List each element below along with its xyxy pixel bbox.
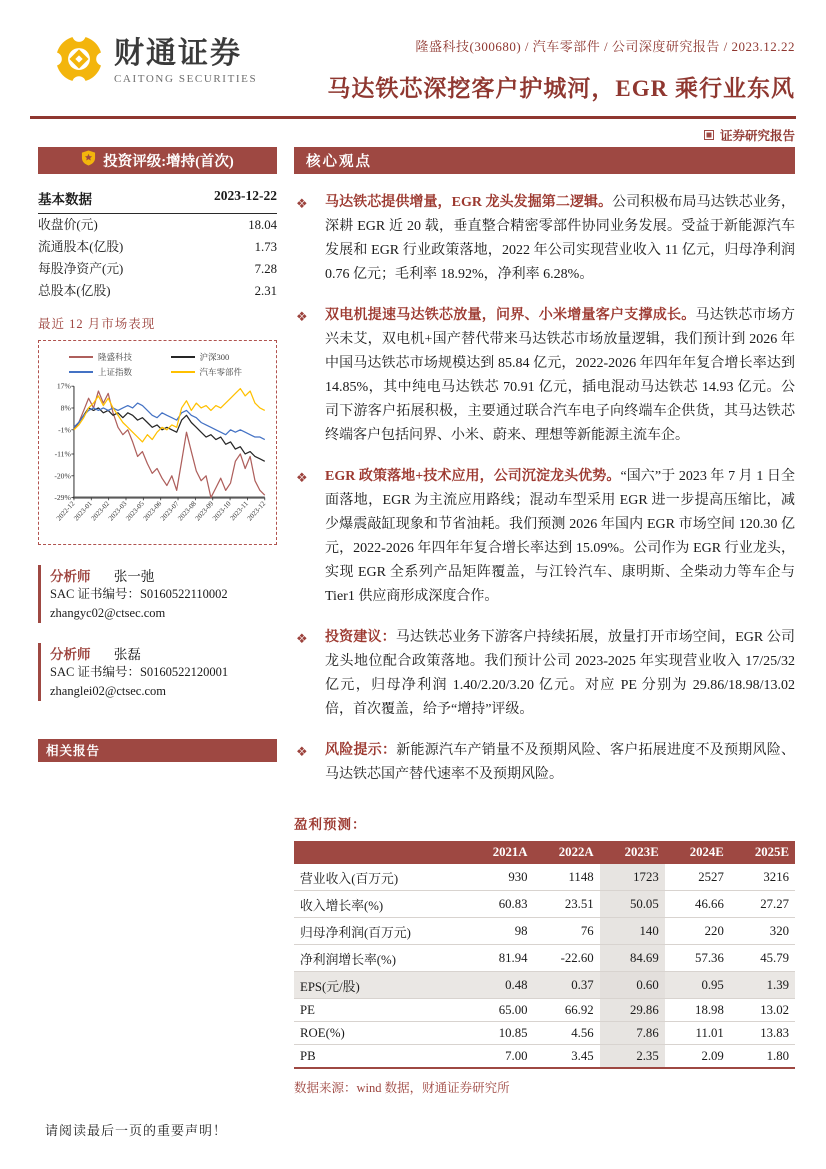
cell-value: 29.86 [600, 999, 665, 1022]
legend-item [171, 351, 271, 363]
svg-text:2023-10: 2023-10 [211, 499, 233, 523]
cell-value: 18.98 [665, 999, 730, 1022]
legend-line-swatch [69, 371, 93, 373]
caitong-emblem-icon [54, 34, 104, 89]
table-row [294, 945, 795, 972]
diamond-bullet-icon: ❖ [296, 470, 308, 485]
analyst-sac: SAC 证书编号：S0160522120001 [50, 664, 229, 679]
table-row [294, 972, 795, 999]
data-source-note: 数据来源：wind 数据，财通证券研究所 [294, 1081, 510, 1095]
cell-value: 3.45 [534, 1045, 600, 1069]
svg-text:2023-11: 2023-11 [228, 499, 250, 523]
rating-banner: 投资评级:增持(首次) [38, 147, 277, 174]
analyst-name: 张磊 [113, 646, 141, 662]
report-title: 马达铁芯深挖客户护城河，EGR 乘行业东风 [327, 76, 795, 101]
svg-text:2023-06: 2023-06 [141, 499, 164, 523]
table-row [294, 1022, 795, 1045]
cell-value: 13.83 [730, 1022, 795, 1045]
legend-label: 隆盛科技 [98, 352, 133, 362]
cell-value: 0.60 [600, 972, 665, 999]
legend-item [69, 366, 169, 378]
cell-value: 7.00 [467, 1045, 533, 1069]
analyst-role: 分析师 [50, 646, 91, 662]
cell-value: 60.83 [467, 891, 533, 918]
svg-text:2023-03: 2023-03 [106, 499, 129, 523]
basic-data-title: 基本数据 [38, 192, 92, 207]
basic-data-row: 流通股本(亿股) 1.73 [38, 240, 277, 254]
cell-value: 1723 [600, 864, 665, 891]
legend-line-swatch [69, 356, 93, 358]
basic-data-header [38, 188, 277, 214]
forecast-col-header: 2023E [600, 841, 665, 864]
row-label: PE [294, 999, 467, 1022]
cell-value: 3216 [730, 864, 795, 891]
legend-item [171, 366, 271, 378]
cell-value: 65.00 [467, 999, 533, 1022]
cell-value: 27.27 [730, 891, 795, 918]
analyst-email: zhanglei02@ctsec.com [50, 683, 166, 698]
cell-value: 57.36 [665, 945, 730, 972]
market-performance-title: 最近 12 月市场表现 [38, 317, 156, 331]
analyst-role: 分析师 [50, 568, 91, 584]
row-label: EPS(元/股) [294, 972, 467, 999]
forecast-col-header: 2025E [730, 841, 795, 864]
forecast-table [294, 841, 795, 1069]
forecast-col-header: 2021A [467, 841, 533, 864]
table-row [294, 891, 795, 918]
legend-item [69, 351, 169, 363]
diamond-bullet-icon: ❖ [296, 744, 308, 759]
cell-value: 1.80 [730, 1045, 795, 1069]
report-square-icon [704, 130, 714, 140]
cell-value: 2.09 [665, 1045, 730, 1069]
svg-text:-20%: -20% [54, 471, 71, 481]
row-label: 归母净利润(百万元) [294, 918, 467, 945]
basic-data-row: 总股本(亿股) 2.31 [38, 284, 277, 298]
cell-value: 2.35 [600, 1045, 665, 1069]
bullet-item: ❖ 双电机提速马达铁芯放量，问界、小米增量客户支撑成长。马达铁芯市场方兴未艾，双电机+国产替代带来马达铁芯市场放量逻辑，我们预计到 2026 年中国马达铁芯市场规模达到 85.84 亿元，2022-2026 年四年年复合增长率达到 14.85%，其中纯电马达铁芯 70.91 亿元，插电混动马达铁芯 14.93 亿元。公司下游客户拓展积极，主要通过联合汽车电子向终端车企供货，其马达铁芯终端客户包括问界、小米、蔚来、理想等新能源主流车企。 [294, 304, 795, 448]
cell-value: 45.79 [730, 945, 795, 972]
svg-text:2023-09: 2023-09 [193, 499, 216, 523]
svg-text:2022-12: 2022-12 [54, 499, 77, 523]
diamond-bullet-icon: ❖ [296, 631, 308, 646]
cell-value: 140 [600, 918, 665, 945]
analyst-email: zhangyc02@ctsec.com [50, 605, 166, 620]
svg-text:-29%: -29% [54, 493, 71, 503]
svg-text:-11%: -11% [54, 449, 71, 459]
sidebar [38, 147, 277, 1096]
report-breadcrumb: 隆盛科技(300680) / 汽车零部件 / 公司深度研究报告 / 2023.12.22 [415, 39, 795, 54]
svg-text:2023-08: 2023-08 [176, 499, 198, 523]
core-views-banner: 核心观点 [294, 147, 795, 174]
table-row [294, 918, 795, 945]
row-label: 收入增长率(%) [294, 891, 467, 918]
shield-star-icon [81, 150, 96, 171]
analyst-name: 张一弛 [113, 568, 155, 584]
cell-value: 98 [467, 918, 533, 945]
chart-legend [43, 347, 272, 380]
cell-value: 930 [467, 864, 533, 891]
forecast-col-header: 2022A [534, 841, 600, 864]
cell-value: 11.01 [665, 1022, 730, 1045]
cell-value: 23.51 [534, 891, 600, 918]
svg-text:2023-12: 2023-12 [245, 499, 268, 523]
table-row [294, 999, 795, 1022]
forecast-col-header [294, 841, 467, 864]
svg-text:2023-05: 2023-05 [124, 499, 146, 523]
cell-value: 4.56 [534, 1022, 600, 1045]
cell-value: 66.92 [534, 999, 600, 1022]
header-divider [30, 116, 796, 119]
legend-label: 汽车零部件 [199, 367, 243, 377]
cell-value: 220 [665, 918, 730, 945]
cell-value: 2527 [665, 864, 730, 891]
cell-value: 10.85 [467, 1022, 533, 1045]
legend-line-swatch [171, 356, 195, 358]
svg-text:2023-01: 2023-01 [72, 499, 94, 523]
row-label: PB [294, 1045, 467, 1069]
diamond-bullet-icon: ❖ [296, 309, 308, 324]
row-label: ROE(%) [294, 1022, 467, 1045]
cell-value: 1148 [534, 864, 600, 891]
cell-value: 0.37 [534, 972, 600, 999]
cell-value: 1.39 [730, 972, 795, 999]
legend-line-swatch [171, 371, 195, 373]
analyst-block [38, 643, 277, 701]
svg-text:-1%: -1% [58, 425, 71, 435]
basic-data-row: 每股净资产(元) 7.28 [38, 262, 277, 276]
cell-value: 50.05 [600, 891, 665, 918]
disclaimer: 请阅读最后一页的重要声明！ [45, 1123, 228, 1138]
related-reports-banner: 相关报告 [38, 739, 277, 762]
brand-logo [54, 34, 257, 89]
cell-value: 0.95 [665, 972, 730, 999]
cell-value: 84.69 [600, 945, 665, 972]
cell-value: 320 [730, 918, 795, 945]
cell-value: 81.94 [467, 945, 533, 972]
legend-label: 沪深300 [199, 352, 230, 362]
forecast-col-header: 2024E [665, 841, 730, 864]
cell-value: 76 [534, 918, 600, 945]
chart-svg [43, 380, 272, 537]
brand-name-en: CAITONG SECURITIES [114, 72, 258, 85]
bullet-item: ❖ EGR 政策落地+技术应用，公司沉淀龙头优势。“国六”于 2023 年 7 月 1 日全面落地，EGR 为主流应用路线；混动车型采用 EGR 进一步提高压缩比，减少爆震敲缸现象和节省油耗。我们预测 2026 年国内 EGR 市场空间 120.30 亿元，2022-2026 年四年年复合增长率达到 15.09%。公司作为 EGR 行业龙头，实现 EGR 全系列产品矩阵覆盖，与江铃汽车、康明斯、全柴动力等车企与 Tier1 供应商形成深度合作。 [294, 465, 795, 609]
brand-name-cn: 财通证券 [114, 36, 242, 70]
svg-text:2023-07: 2023-07 [158, 499, 181, 523]
report-type-label: 证券研究报告 [704, 126, 795, 144]
row-label: 营业收入(百万元) [294, 864, 467, 891]
row-label: 净利润增长率(%) [294, 945, 467, 972]
diamond-bullet-icon: ❖ [296, 196, 308, 211]
legend-label: 上证指数 [98, 367, 133, 377]
svg-text:8%: 8% [60, 403, 71, 413]
bullet-item: ❖ 投资建议：马达铁芯业务下游客户持续拓展，放量打开市场空间，EGR 公司龙头地位配合政策落地。我们预计公司 2023-2025 年实现营业收入 17/25/32 亿元，归母净利润 1.40/2.20/3.20 亿元。对应 PE 分别为 29.86/18.98/13.02 倍，首次覆盖，给予“增持”评级。 [294, 626, 795, 722]
cell-value: 7.86 [600, 1022, 665, 1045]
market-performance-chart [38, 340, 277, 545]
analyst-sac: SAC 证书编号：S0160522110002 [50, 586, 228, 601]
basic-data-date: 2023-12-22 [214, 188, 277, 203]
table-row [294, 864, 795, 891]
bullet-item: ❖ 风险提示：新能源汽车产销量不及预期风险、客户拓展进度不及预期风险、马达铁芯国产替代速率不及预期风险。 [294, 739, 795, 787]
forecast-table-body [294, 864, 795, 1068]
svg-text:2023-02: 2023-02 [89, 499, 112, 523]
main-content [294, 147, 795, 1096]
svg-text:17%: 17% [56, 381, 71, 391]
cell-value: -22.60 [534, 945, 600, 972]
table-row [294, 1045, 795, 1069]
analyst-block [38, 565, 277, 623]
cell-value: 13.02 [730, 999, 795, 1022]
forecast-title: 盈利预测： [294, 817, 367, 832]
basic-data-row: 收盘价(元) 18.04 [38, 218, 277, 232]
cell-value: 46.66 [665, 891, 730, 918]
bullet-item: ❖ 马达铁芯提供增量，EGR 龙头发掘第二逻辑。公司积极布局马达铁芯业务，深耕 EGR 近 20 载，垂直整合精密零部件协同业务发展。受益于新能源汽车发展和 EGR 行业政策落地，2022 年公司实现营业收入 11 亿元，归母净利润 0.76 亿元；毛利率 18.92%，净利率 6.28%。 [294, 191, 795, 287]
forecast-table-head [294, 841, 795, 864]
cell-value: 0.48 [467, 972, 533, 999]
